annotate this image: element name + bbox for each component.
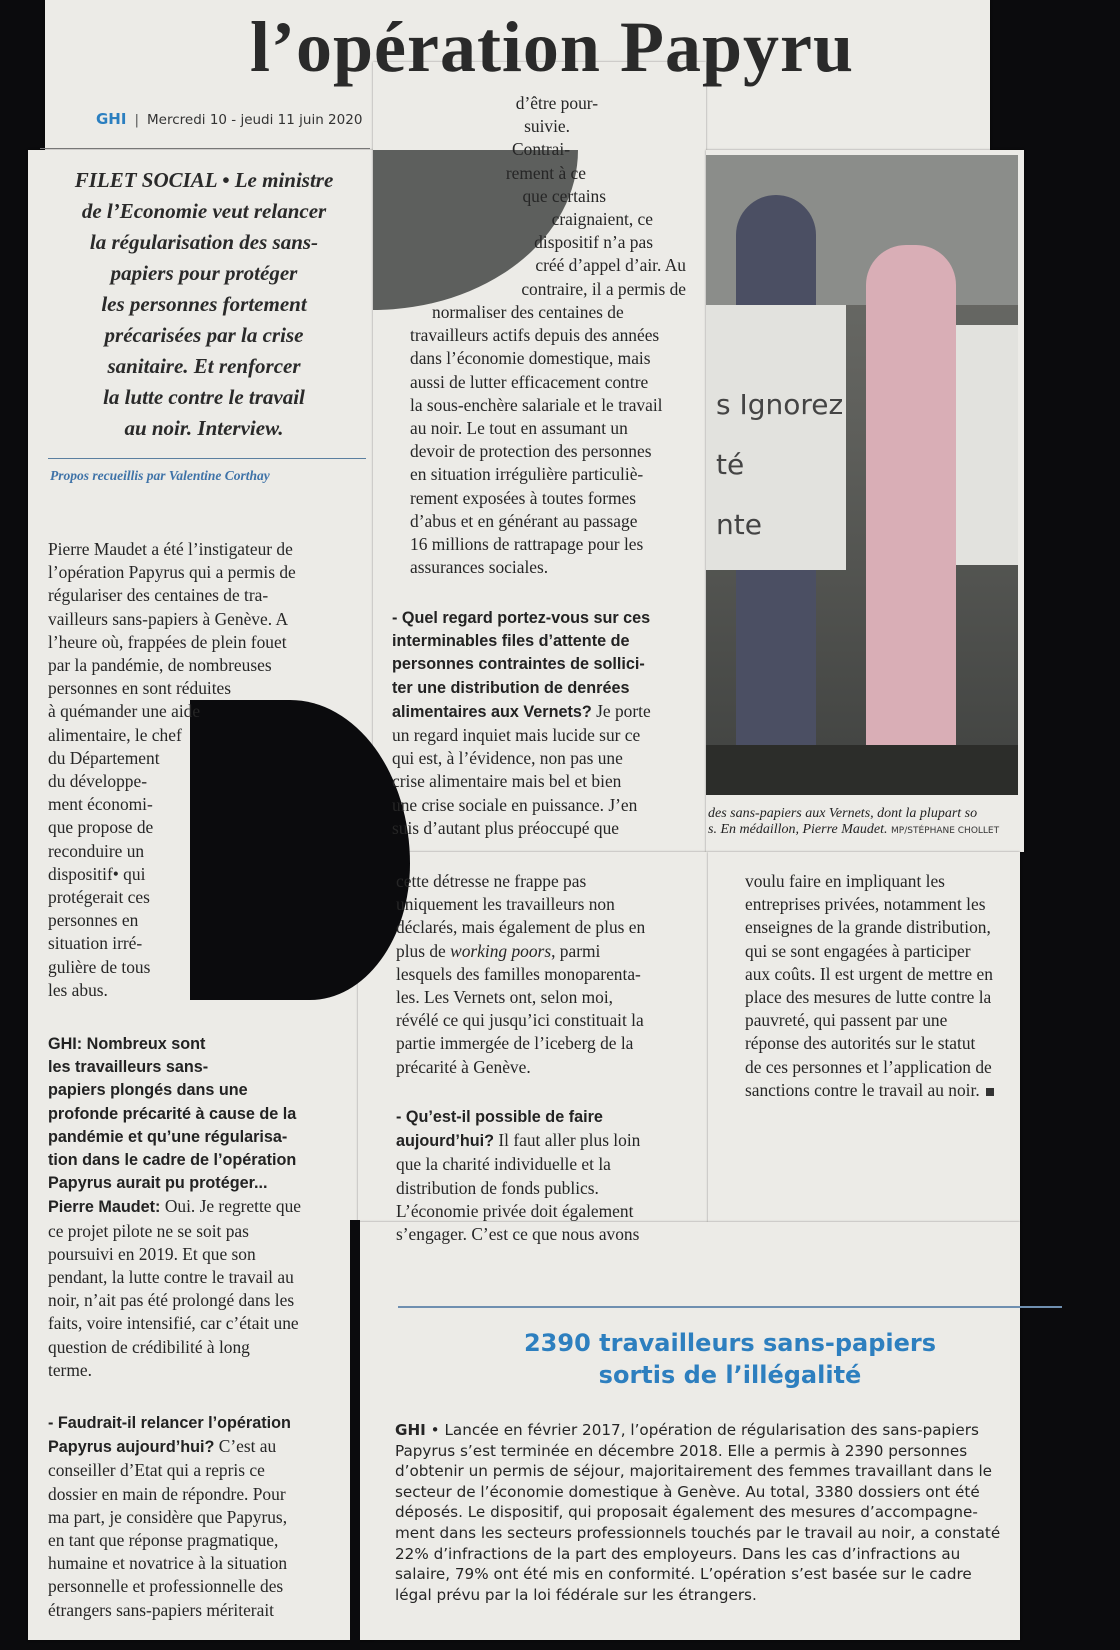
text-line: ment économi- [48,794,153,815]
answer-line: L’économie privée doit également [396,1200,634,1221]
text-line: personnes en sont réduites [48,678,232,699]
text-line: rement à ce [505,162,586,183]
answer-line: terme. [48,1359,92,1380]
answer-line: Pierre Maudet: Oui. Je regrette que [48,1196,301,1217]
text-line: suivie. [524,116,570,137]
infobox-line: ment dans les secteurs professionnels touchés par le travail au noir, a constaté [395,1523,1001,1542]
text-line: rement exposées à toutes formes [410,487,637,508]
col1-question-2 [48,1412,356,1622]
text-line: qui se sont engagées à participer [745,940,971,961]
text-line: 16 millions de rattrapage pour les [410,534,644,555]
question-line: profonde précarité à cause de la [48,1104,297,1123]
text-line: aussi de lutter efficacement contre [410,371,649,392]
lead-line: la régularisation des sans- [89,230,319,254]
question-line: les travailleurs sans- [48,1058,209,1077]
question-line: papiers plongés dans une [48,1081,248,1100]
answer-line: qui est, à l’évidence, non pas une [392,748,623,769]
answer-line: ma part, je considère que Papyrus, [48,1506,288,1527]
text-line: alimentaire, le chef [48,724,182,745]
text-line: reconduire un [48,840,145,861]
text-line: au noir. Le tout en assumant un [410,418,628,439]
question-line: ter une distribution de denrées [392,678,630,697]
headline: l’opération Papyru [250,7,854,87]
caption-line-1: des sans-papiers aux Vernets, dont la plupart so [708,806,978,821]
question-line: - Quel regard portez-vous sur ces [392,609,651,627]
col2-top [390,92,698,301]
text-line: voulu faire en impliquant les [745,871,945,891]
dateline-rule [40,148,370,149]
lead-line: de l’Economie veut relancer [81,199,327,223]
question-line: Papyrus aurait pu protéger... [48,1174,268,1193]
text-line: entreprises privées, notamment les [745,894,986,915]
photo-caption [708,806,1020,838]
text-line: précarité à Genève. [396,1056,531,1077]
caption-line-2: s. En médaillon, Pierre Maudet. MP/STÉPHANE CHOLLET [708,822,1000,837]
text-line: vailleurs sans-papiers à Genève. A [48,608,289,629]
infobox-title [398,1327,1062,1391]
text-line: gulière de tous [48,956,151,977]
lead-line: précarisées par la crise [104,323,304,347]
col2-question-3 [396,1106,640,1246]
infobox-text [395,1420,1000,1605]
infobox-line: d’obtenir un permis de séjour, majoritairement des femmes travaillant dans le [395,1462,993,1481]
infobox-line: secteur de l’économie domestique à Genève. Au total, 3380 dossiers ont été [395,1482,980,1501]
text-line: pauvreté, qui passent par une [745,1010,948,1031]
lead-line: papiers pour protéger [110,261,298,285]
text-line: sanctions contre le travail au noir. [745,1079,994,1102]
question-answer-line: Papyrus aujourd’hui? C’est au [48,1436,277,1457]
answer-line: humaine et novatrice à la situation [48,1553,288,1574]
lead-rule [48,458,366,459]
answer-line: question de crédibilité à long [48,1336,250,1357]
answer-line: étrangers sans-papiers mériterait [48,1599,274,1620]
text-line: que propose de [48,817,154,838]
question-line: - Qu’est-il possible de faire [396,1108,603,1126]
answer-line: que la charité individuelle et la [396,1154,611,1175]
text-line: de ces personnes et l’application de [745,1056,992,1077]
question-line: GHI: Nombreux sont [48,1035,206,1053]
infobox-line: GHI • Lancée en février 2017, l’opération de régularisation des sans-papiers [395,1421,979,1439]
answer-line: une crise sociale en puissance. J’en [392,794,638,815]
brand-logo: GHI [96,110,127,128]
news-photo [706,155,1018,795]
text-line: Contrai- [512,139,570,160]
answer-line: faits, voire intensifié, car c’était une [48,1313,299,1334]
infobox-brand: GHI [395,1421,426,1439]
infobox-line: salaire, 79% ont été mis en conformité. L’opération s’est basée sur le cadre [395,1565,972,1584]
question-line: pandémie et qu’une régularisa- [48,1127,288,1146]
protest-sign-right [956,325,1018,565]
answer-line: crise alimentaire mais bel et bien [392,771,622,792]
infobox-rule [398,1306,1062,1308]
text-line: l’heure où, frappées de plein fouet [48,631,287,652]
infobox-line: légal prévu par la loi fédérale sur les étrangers. [395,1585,757,1604]
photo-person-right [866,245,956,795]
text-line: normaliser des centaines de [432,302,624,322]
text-line: les. Les Vernets ont, selon moi, [396,987,614,1008]
infobox-line: Papyrus s’est terminée en décembre 2018. Elle a permis à 2390 personnes [395,1441,968,1460]
answer-line: un regard inquiet mais lucide sur ce [392,725,641,746]
lead-line: la lutte contre le travail [103,385,305,409]
text-line: réponse des autorités sur le statut [745,1033,976,1054]
photo-ground [706,745,1018,795]
text-line: à quémander une aide [48,701,201,722]
text-line: que certains [522,185,606,206]
text-line: craignaient, ce [551,209,653,230]
answer-line: s’engager. C’est ce que nous avons [396,1224,640,1245]
question-line: personnes contraintes de sollici- [392,655,645,674]
text-line: uniquement les travailleurs non [396,894,615,915]
infobox-line: déposés. Le dispositif, qui proposait également des mesures d’accompagne- [395,1503,978,1522]
col1-intro [48,538,296,1002]
answer-line: conseiller d’Etat qui a repris ce [48,1460,265,1481]
dateline-separator: | [134,112,140,128]
lead-line: les personnes fortement [101,292,307,316]
text-line: l’opération Papyrus qui a permis de [48,562,296,583]
question-answer-line: aujourd’hui? Il faut aller plus loin [396,1130,641,1151]
answer-line: ce projet pilote ne se soit pas [48,1220,249,1241]
question-line: interminables files d’attente de [392,632,630,651]
text-line: les abus. [48,979,108,1000]
text-line: dispositif• qui [48,863,146,884]
dateline-date: Mercredi 10 - jeudi 11 juin 2020 [147,112,363,128]
text-line: la sous-enchère salariale et le travail [410,394,663,415]
question-line: - Faudrait-il relancer l’opération [48,1414,291,1432]
text-line: d’abus et en générant au passage [410,510,638,531]
protest-sign-left: s Ignorez té nte [706,305,846,570]
col2-body [410,301,663,579]
text-line: personnes en [48,910,139,931]
col1-interview [48,1033,356,1382]
col2-interview [392,607,651,840]
text-line: en situation irrégulière particuliè- [410,464,644,485]
lead-line: sanitaire. Et renforcer [107,354,301,378]
lead-line: FILET SOCIAL • Le ministre [74,168,334,192]
text-line: du Département [48,747,160,768]
col3 [745,870,994,1102]
text-line: contraire, il a permis de [521,278,686,299]
text-line: déclarés, mais également de plus en [396,917,646,938]
text-line: situation irré- [48,933,143,954]
text-line: travailleurs actifs depuis des années [410,325,660,346]
end-of-article-icon [986,1088,994,1096]
text-line: cette détresse ne frappe pas [396,871,587,891]
answer-line: suis d’autant plus préoccupé que [392,817,619,838]
question-line: tion dans le cadre de l’opération [48,1151,297,1170]
text-line: créé d’appel d’air. Au [535,255,686,276]
answer-line: noir, n’ait pas été prolongé dans les [48,1290,295,1311]
text-line: protégerait ces [48,887,150,908]
infobox-title-line-1: 2390 travailleurs sans-papiers [523,1329,936,1357]
answer-line: pendant, la lutte contre le travail au [48,1267,294,1288]
text-line: d’être pour- [515,93,598,113]
text-line: dans l’économie domestique, mais [410,348,651,369]
text-line: assurances sociales. [410,557,549,578]
working-poors-term: working poors [450,940,552,961]
text-line: du développe- [48,771,147,792]
infobox-title-line-2: sortis de l’illégalité [598,1361,862,1389]
text-line: dispositif n’a pas [534,232,653,253]
text-line: enseignes de la grande distribution, [745,917,991,938]
text-line: régulariser des centaines de tra- [48,585,269,606]
text-line: Pierre Maudet a été l’instigateur de [48,539,293,559]
text-line: lesquels des familles monoparenta- [396,963,641,984]
text-line: aux coûts. Il est urgent de mettre en [745,963,993,984]
dateline [96,110,362,128]
text-line: plus de working poors, parmi [396,940,601,961]
text-line: révélé ce qui jusqu’ici constituait la [396,1010,644,1031]
byline: Propos recueillis par Valentine Corthay [50,468,270,483]
speaker-name: Pierre Maudet: [48,1198,161,1217]
infobox-line: 22% d’infractions de la part des employeurs. Dans les cas d’infractions au [395,1544,961,1563]
text-line: devoir de protection des personnes [410,441,652,462]
answer-line: distribution de fonds publics. [396,1177,599,1198]
question-answer-line: alimentaires aux Vernets? Je porte [392,700,651,721]
text-line: place des mesures de lutte contre la [745,987,992,1008]
photo-credit: MP/STÉPHANE CHOLLET [891,826,1000,836]
col2-bottom [396,870,645,1079]
answer-line: personnelle et professionnelle des [48,1576,284,1597]
answer-line: en tant que réponse pragmatique, [48,1530,279,1551]
lead-paragraph [44,165,364,444]
answer-line: dossier en main de répondre. Pour [48,1483,286,1504]
answer-line: poursuivi en 2019. Et que son [48,1243,256,1264]
text-line: partie immergée de l’iceberg de la [396,1033,634,1054]
lead-kicker: FILET SOCIAL • [74,168,230,192]
lead-line: au noir. Interview. [124,416,284,440]
text-line: par la pandémie, de nombreuses [48,655,272,676]
